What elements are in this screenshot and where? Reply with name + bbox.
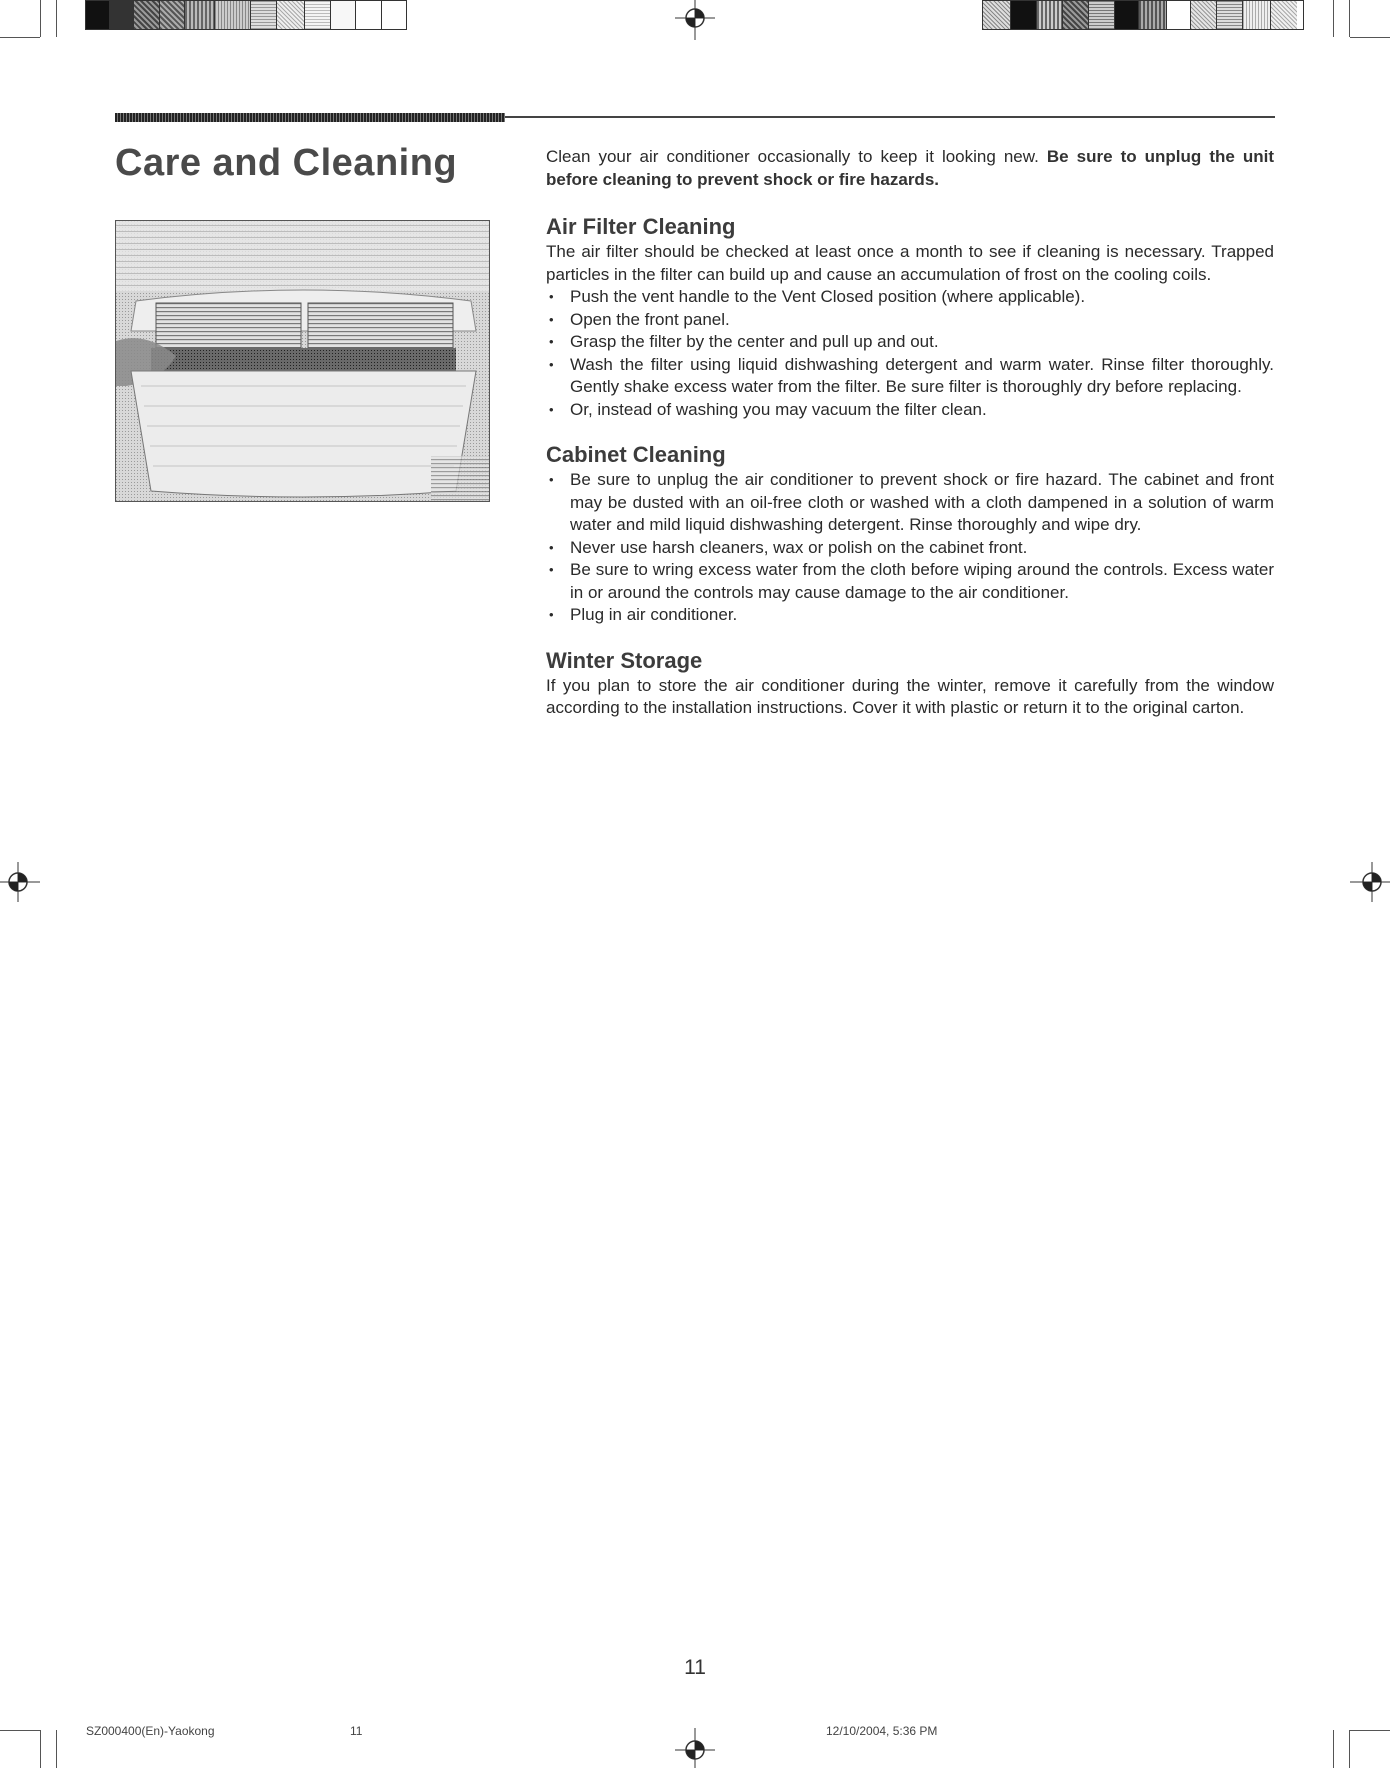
intro-warning: Be sure to unplug the unit before cleaning to prevent shock or fire hazards.: [546, 147, 1275, 189]
list-item: • Grasp the filter by the center and pull up and out.: [546, 331, 1274, 354]
list-item: • Push the vent handle to the Vent Closed position (where applicable).: [546, 286, 1274, 309]
section-air-filter-cleaning: [546, 213, 1274, 421]
crop-mark: [1349, 1730, 1350, 1768]
main-content: [546, 146, 1274, 720]
intro-text: Clean your air conditioner occasionally to keep it looking new.: [546, 147, 1047, 166]
intro-paragraph: [546, 146, 1274, 191]
crop-mark: [40, 0, 41, 37]
density-bar-right: [982, 0, 1304, 30]
registration-mark-icon: [675, 1728, 715, 1768]
list-item: • Never use harsh cleaners, wax or polish on the cabinet front.: [546, 537, 1274, 560]
list-item: • Be sure to wring excess water from the cloth before wiping around the controls. Excess water in or around the controls may cause damage to the air conditioner.: [546, 559, 1274, 604]
section-paragraph: If you plan to store the air conditioner during the winter, remove it carefully from the window according to the installation instructions. Cover it with plastic or return it to the original carton.: [546, 675, 1274, 717]
list-item: • Open the front panel.: [546, 309, 1274, 332]
registration-mark-icon: [675, 0, 715, 40]
section-winter-storage: [546, 647, 1274, 720]
air-conditioner-illustration: [116, 221, 490, 502]
bullet-list: [546, 286, 1274, 421]
air-conditioner-photo: [115, 220, 490, 502]
section-heading: Air Filter Cleaning: [546, 214, 736, 239]
list-item: • Or, instead of washing you may vacuum the filter clean.: [546, 399, 1274, 422]
footer-file-name: SZ000400(En)-Yaokong: [86, 1724, 215, 1738]
crop-mark: [1350, 37, 1390, 38]
registration-mark-icon: [0, 862, 40, 902]
page-number: 11: [684, 1656, 706, 1679]
section-heading: Winter Storage: [546, 647, 703, 673]
density-bar-left: [85, 0, 407, 30]
page-title: Care and Cleaning: [115, 142, 458, 184]
footer-timestamp: 12/10/2004, 5:36 PM: [826, 1724, 938, 1738]
list-item: • Plug in air conditioner.: [546, 604, 1274, 627]
section-heading: Cabinet Cleaning: [546, 442, 726, 467]
crop-mark: [56, 1730, 57, 1768]
crop-mark: [1350, 1730, 1390, 1731]
section-cabinet-cleaning: [546, 441, 1274, 627]
list-item: • Be sure to unplug the air conditioner to prevent shock or fire hazard. The cabinet and front may be dusted with an oil-free cloth or washed with a cloth dampened in a solution of warm water and mild liquid dishwashing detergent. Rinse thoroughly and wipe dry.: [546, 469, 1274, 537]
section-paragraph: The air filter should be checked at least once a month to see if cleaning is necessary. Trapped particles in the filter can build up and cause an accumulation of frost on the cooling coils.: [546, 242, 1274, 284]
crop-mark: [1349, 0, 1350, 37]
crop-mark: [1333, 0, 1334, 37]
footer-page: 11: [350, 1724, 363, 1738]
header-rule-thin: [505, 116, 1275, 118]
crop-mark: [0, 37, 40, 38]
crop-mark: [40, 1730, 41, 1768]
list-item: • Wash the filter using liquid dishwashing detergent and warm water. Rinse filter thoroughly. Gently shake excess water from the filter. Be sure filter is thoroughly dry before replacing.: [546, 354, 1274, 399]
registration-mark-icon: [1350, 862, 1390, 902]
header-rule-thick: [115, 113, 505, 122]
bullet-list: [546, 469, 1274, 627]
crop-mark: [0, 1730, 40, 1731]
crop-mark: [1333, 1730, 1334, 1768]
crop-mark: [56, 0, 57, 37]
